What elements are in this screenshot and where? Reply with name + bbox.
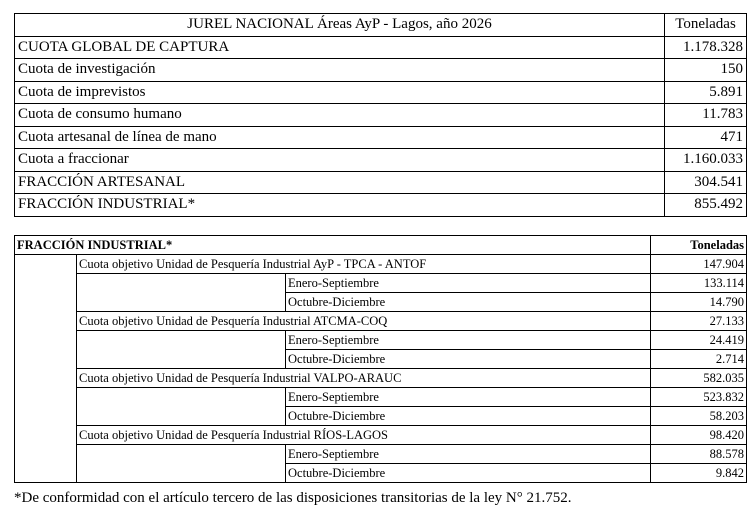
period-value: 523.832 <box>651 388 747 407</box>
summary-title: JUREL NACIONAL Áreas AyP - Lagos, año 2026 <box>15 14 665 37</box>
row-label: Cuota de investigación <box>15 59 665 82</box>
industrial-title: FRACCIÓN INDUSTRIAL* <box>15 236 651 255</box>
row-label: FRACCIÓN INDUSTRIAL* <box>15 194 665 217</box>
row-value: 471 <box>665 126 747 149</box>
summary-unit-header: Toneladas <box>665 14 747 37</box>
subindent-cell <box>77 331 286 369</box>
subindent-cell <box>77 445 286 483</box>
period-label: Octubre-Diciembre <box>286 407 651 426</box>
row-label: CUOTA GLOBAL DE CAPTURA <box>15 36 665 59</box>
subindent-cell <box>77 388 286 426</box>
row-value: 1.178.328 <box>665 36 747 59</box>
unit-value: 147.904 <box>651 255 747 274</box>
period-label: Enero-Septiembre <box>286 445 651 464</box>
row-value: 855.492 <box>665 194 747 217</box>
row-label: FRACCIÓN ARTESANAL <box>15 171 665 194</box>
unit-label: Cuota objetivo Unidad de Pesquería Industrial RÍOS-LAGOS <box>77 426 651 445</box>
period-label: Enero-Septiembre <box>286 388 651 407</box>
unit-value: 582.035 <box>651 369 747 388</box>
period-value: 88.578 <box>651 445 747 464</box>
subindent-cell <box>77 274 286 312</box>
table-row <box>15 388 747 407</box>
industrial-unit-header: Toneladas <box>651 236 747 255</box>
industrial-table <box>14 235 747 483</box>
summary-table <box>14 13 747 217</box>
period-label: Octubre-Diciembre <box>286 350 651 369</box>
row-value: 1.160.033 <box>665 149 747 172</box>
row-label: Cuota a fraccionar <box>15 149 665 172</box>
table-row <box>15 274 747 293</box>
row-label: Cuota de consumo humano <box>15 104 665 127</box>
table-row <box>15 149 747 172</box>
table-row <box>15 312 747 331</box>
period-label: Enero-Septiembre <box>286 274 651 293</box>
footnote: *De conformidad con el artículo tercero de las disposiciones transitorias de la ley N° 21.752. <box>14 490 572 506</box>
indent-cell <box>15 255 77 483</box>
table-row <box>15 369 747 388</box>
table-row <box>15 171 747 194</box>
row-value: 150 <box>665 59 747 82</box>
period-label: Octubre-Diciembre <box>286 464 651 483</box>
unit-value: 98.420 <box>651 426 747 445</box>
row-value: 11.783 <box>665 104 747 127</box>
table-row <box>15 331 747 350</box>
row-label: Cuota artesanal de línea de mano <box>15 126 665 149</box>
table-row <box>15 104 747 127</box>
row-value: 304.541 <box>665 171 747 194</box>
row-value: 5.891 <box>665 81 747 104</box>
table-row <box>15 126 747 149</box>
period-value: 58.203 <box>651 407 747 426</box>
period-label: Octubre-Diciembre <box>286 293 651 312</box>
row-label: Cuota de imprevistos <box>15 81 665 104</box>
unit-label: Cuota objetivo Unidad de Pesquería Industrial AyP - TPCA - ANTOF <box>77 255 651 274</box>
period-value: 133.114 <box>651 274 747 293</box>
period-label: Enero-Septiembre <box>286 331 651 350</box>
period-value: 9.842 <box>651 464 747 483</box>
table-row <box>15 255 747 274</box>
unit-label: Cuota objetivo Unidad de Pesquería Industrial ATCMA-COQ <box>77 312 651 331</box>
table-row <box>15 426 747 445</box>
table-row <box>15 59 747 82</box>
table-row <box>15 194 747 217</box>
table-row <box>15 445 747 464</box>
period-value: 2.714 <box>651 350 747 369</box>
summary-header-row <box>15 14 747 37</box>
table-row <box>15 81 747 104</box>
table-row <box>15 36 747 59</box>
industrial-header-row <box>15 236 747 255</box>
period-value: 24.419 <box>651 331 747 350</box>
unit-label: Cuota objetivo Unidad de Pesquería Industrial VALPO-ARAUC <box>77 369 651 388</box>
period-value: 14.790 <box>651 293 747 312</box>
unit-value: 27.133 <box>651 312 747 331</box>
